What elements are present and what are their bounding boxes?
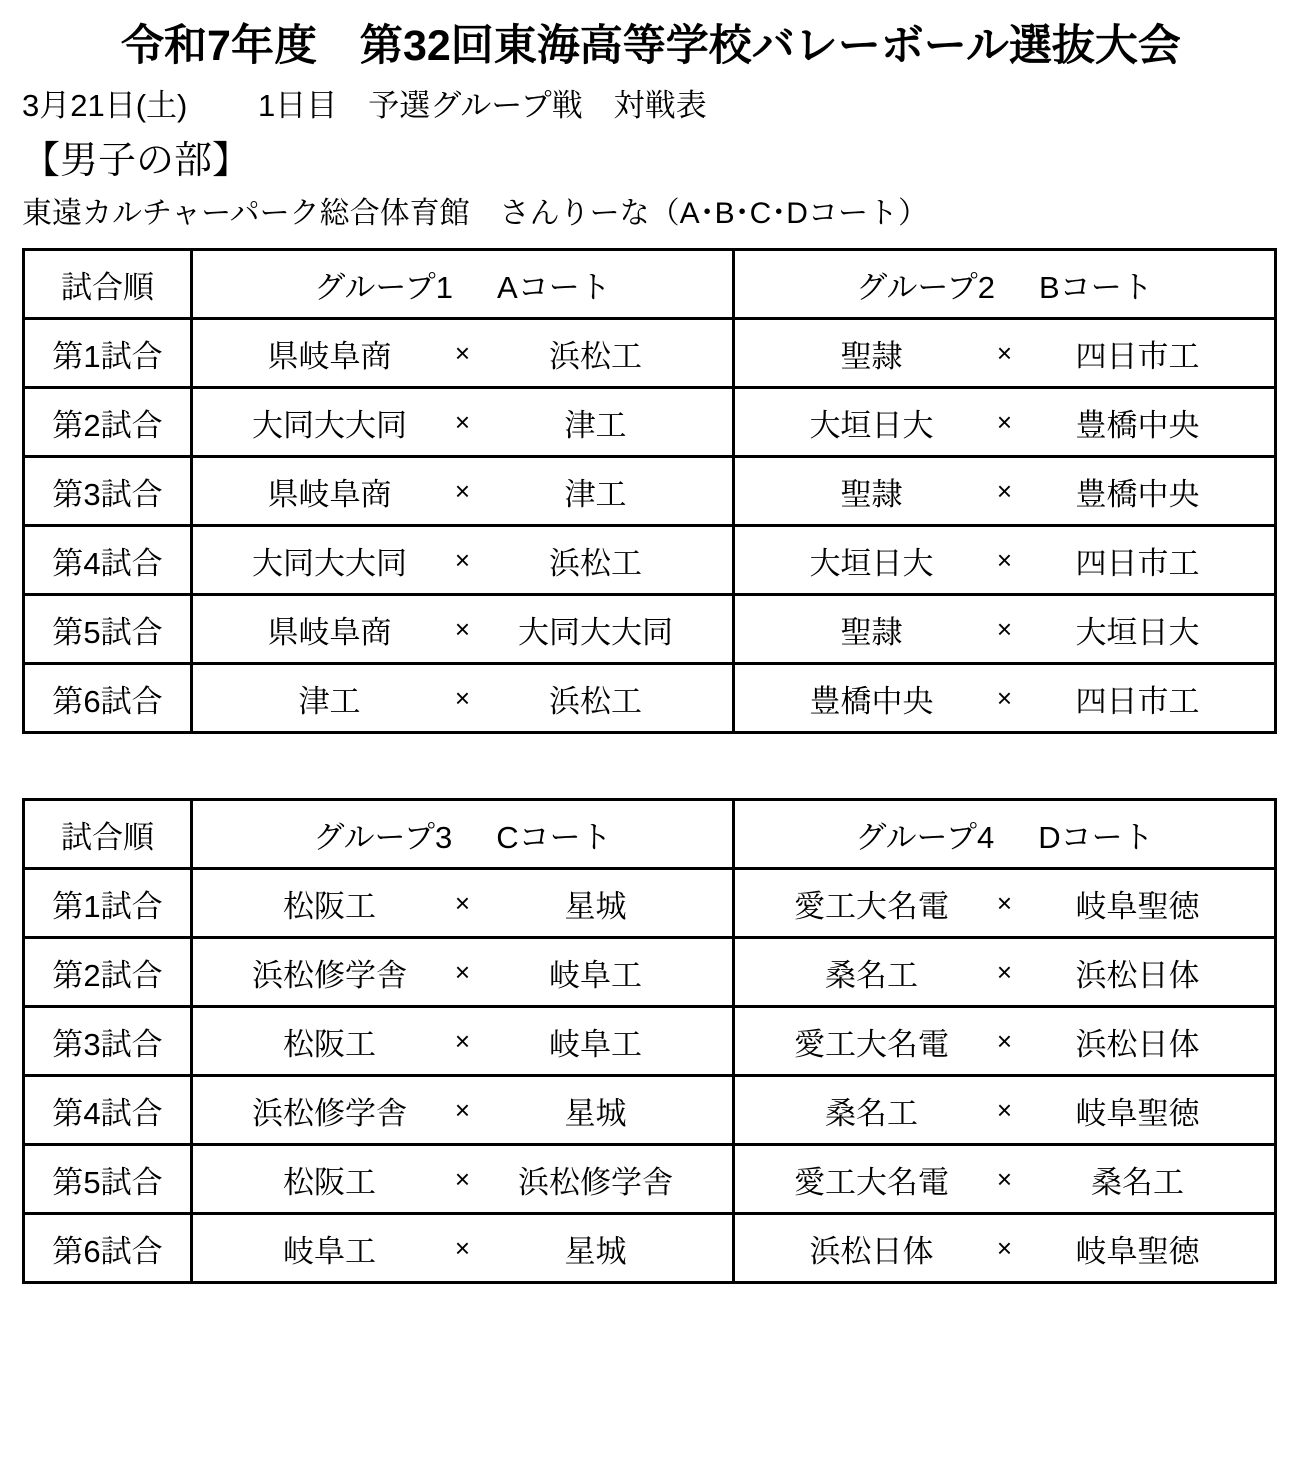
table-row bbox=[24, 1214, 1276, 1283]
match-cell-group-1 bbox=[192, 319, 734, 388]
team-home: 桑名工 bbox=[825, 957, 918, 993]
match-cell-group-1 bbox=[192, 526, 734, 595]
vs-symbol: × bbox=[996, 1232, 1013, 1263]
vs-symbol: × bbox=[996, 544, 1013, 575]
table-row bbox=[24, 664, 1276, 733]
team-home: 桑名工 bbox=[825, 1095, 918, 1131]
team-away: 四日市工 bbox=[1075, 683, 1200, 719]
team-home: 県岐阜商 bbox=[267, 338, 392, 374]
team-away: 岐阜工 bbox=[549, 1026, 642, 1062]
team-away: 岐阜聖徳 bbox=[1075, 1233, 1200, 1269]
match-cell-group-2 bbox=[734, 457, 1276, 526]
team-away: 岐阜聖徳 bbox=[1075, 1095, 1200, 1131]
event-description: 1日目 予選グループ戦 対戦表 bbox=[258, 88, 707, 124]
match-cell-group-1 bbox=[192, 664, 734, 733]
match-cell-group-3 bbox=[192, 1076, 734, 1145]
team-away: 浜松日体 bbox=[1075, 1026, 1200, 1062]
team-away: 四日市工 bbox=[1075, 545, 1200, 581]
team-home: 岐阜工 bbox=[283, 1233, 376, 1269]
team-home: 津工 bbox=[298, 683, 361, 719]
match-cell-group-2 bbox=[734, 319, 1276, 388]
vs-symbol: × bbox=[454, 1094, 471, 1125]
match-cell-group-2 bbox=[734, 595, 1276, 664]
table-spacer bbox=[22, 734, 1280, 782]
team-home: 豊橋中央 bbox=[809, 683, 934, 719]
vs-symbol: × bbox=[454, 544, 471, 575]
vs-symbol: × bbox=[454, 1232, 471, 1263]
team-home: 浜松日体 bbox=[809, 1233, 934, 1269]
team-home: 聖隷 bbox=[840, 338, 903, 374]
vs-symbol: × bbox=[996, 1025, 1013, 1056]
team-home: 愛工大名電 bbox=[794, 888, 949, 924]
vs-symbol: × bbox=[454, 337, 471, 368]
header-group-1 bbox=[192, 250, 734, 319]
match-cell-group-4 bbox=[734, 1007, 1276, 1076]
subtitle-row bbox=[22, 87, 1280, 124]
section-title: 【男子の部】 bbox=[22, 139, 251, 182]
table-row bbox=[24, 319, 1276, 388]
vs-symbol: × bbox=[454, 1025, 471, 1056]
vs-symbol: × bbox=[996, 475, 1013, 506]
vs-symbol: × bbox=[996, 613, 1013, 644]
team-away: 浜松日体 bbox=[1075, 957, 1200, 993]
team-away: 岐阜聖徳 bbox=[1075, 888, 1200, 924]
match-order: 第5試合 bbox=[24, 1145, 192, 1214]
match-cell-group-4 bbox=[734, 1076, 1276, 1145]
table-row bbox=[24, 457, 1276, 526]
team-away: 津工 bbox=[564, 407, 627, 443]
header-group-2 bbox=[734, 250, 1276, 319]
team-home: 浜松修学舎 bbox=[252, 957, 407, 993]
header-order: 試合順 bbox=[24, 250, 192, 319]
header-group-3 bbox=[192, 800, 734, 869]
header-order: 試合順 bbox=[24, 800, 192, 869]
match-cell-group-3 bbox=[192, 1214, 734, 1283]
page-title: 令和7年度 第32回東海高等学校バレーボール選抜大会 bbox=[121, 22, 1181, 70]
match-cell-group-2 bbox=[734, 388, 1276, 457]
court-name: Bコート bbox=[1039, 269, 1153, 305]
table-row bbox=[24, 938, 1276, 1007]
team-home: 愛工大名電 bbox=[794, 1164, 949, 1200]
match-order: 第3試合 bbox=[24, 1007, 192, 1076]
match-order: 第4試合 bbox=[24, 1076, 192, 1145]
match-cell-group-1 bbox=[192, 388, 734, 457]
document-page bbox=[0, 22, 1302, 1461]
team-away: 豊橋中央 bbox=[1075, 476, 1200, 512]
court-name: Aコート bbox=[497, 269, 611, 305]
team-home: 県岐阜商 bbox=[267, 476, 392, 512]
match-table-groups-1-2 bbox=[22, 248, 1277, 734]
table-row bbox=[24, 1076, 1276, 1145]
team-home: 松阪工 bbox=[283, 888, 376, 924]
match-cell-group-3 bbox=[192, 869, 734, 938]
match-cell-group-4 bbox=[734, 869, 1276, 938]
team-home: 聖隷 bbox=[840, 614, 903, 650]
table-row bbox=[24, 388, 1276, 457]
table-header-row bbox=[24, 800, 1276, 869]
team-home: 松阪工 bbox=[283, 1026, 376, 1062]
vs-symbol: × bbox=[996, 956, 1013, 987]
match-cell-group-1 bbox=[192, 457, 734, 526]
vs-symbol: × bbox=[454, 887, 471, 918]
header-group-4 bbox=[734, 800, 1276, 869]
match-order: 第6試合 bbox=[24, 664, 192, 733]
court-name: Cコート bbox=[496, 819, 612, 855]
team-away: 星城 bbox=[564, 1095, 627, 1131]
event-date: 3月21日(土) bbox=[22, 88, 188, 124]
venue-text: 東遠カルチャーパーク総合体育館 さんりーな（A･B･C･Dコート） bbox=[22, 197, 928, 231]
team-away: 岐阜工 bbox=[549, 957, 642, 993]
vs-symbol: × bbox=[996, 887, 1013, 918]
match-order: 第4試合 bbox=[24, 526, 192, 595]
vs-symbol: × bbox=[996, 1094, 1013, 1125]
team-home: 大同大大同 bbox=[252, 545, 407, 581]
team-away: 星城 bbox=[564, 888, 627, 924]
vs-symbol: × bbox=[454, 475, 471, 506]
group-name: グループ4 bbox=[855, 819, 995, 855]
vs-symbol: × bbox=[454, 956, 471, 987]
match-cell-group-3 bbox=[192, 1007, 734, 1076]
team-away: 四日市工 bbox=[1075, 338, 1200, 374]
table-row bbox=[24, 1145, 1276, 1214]
team-away: 星城 bbox=[564, 1233, 627, 1269]
group-name: グループ2 bbox=[856, 269, 996, 305]
team-home: 聖隷 bbox=[840, 476, 903, 512]
match-order: 第2試合 bbox=[24, 938, 192, 1007]
team-away: 桑名工 bbox=[1091, 1164, 1184, 1200]
match-order: 第3試合 bbox=[24, 457, 192, 526]
team-away: 浜松工 bbox=[549, 338, 642, 374]
table-row bbox=[24, 526, 1276, 595]
team-away: 浜松工 bbox=[549, 683, 642, 719]
team-away: 豊橋中央 bbox=[1075, 407, 1200, 443]
match-cell-group-4 bbox=[734, 938, 1276, 1007]
vs-symbol: × bbox=[996, 337, 1013, 368]
match-cell-group-3 bbox=[192, 1145, 734, 1214]
vs-symbol: × bbox=[996, 406, 1013, 437]
team-home: 大同大大同 bbox=[252, 407, 407, 443]
match-order: 第6試合 bbox=[24, 1214, 192, 1283]
match-cell-group-4 bbox=[734, 1145, 1276, 1214]
match-cell-group-4 bbox=[734, 1214, 1276, 1283]
match-cell-group-2 bbox=[734, 664, 1276, 733]
group-name: グループ1 bbox=[314, 269, 454, 305]
team-home: 松阪工 bbox=[283, 1164, 376, 1200]
match-order: 第1試合 bbox=[24, 319, 192, 388]
vs-symbol: × bbox=[996, 682, 1013, 713]
table-row bbox=[24, 595, 1276, 664]
match-order: 第5試合 bbox=[24, 595, 192, 664]
match-cell-group-3 bbox=[192, 938, 734, 1007]
table-row bbox=[24, 869, 1276, 938]
match-cell-group-1 bbox=[192, 595, 734, 664]
group-name: グループ3 bbox=[313, 819, 453, 855]
team-home: 県岐阜商 bbox=[267, 614, 392, 650]
team-away: 浜松工 bbox=[549, 545, 642, 581]
match-table-groups-3-4 bbox=[22, 798, 1277, 1284]
team-away: 大同大大同 bbox=[518, 614, 673, 650]
table-header-row bbox=[24, 250, 1276, 319]
vs-symbol: × bbox=[996, 1163, 1013, 1194]
team-home: 大垣日大 bbox=[809, 545, 934, 581]
team-away: 津工 bbox=[564, 476, 627, 512]
court-name: Dコート bbox=[1038, 819, 1154, 855]
team-home: 大垣日大 bbox=[809, 407, 934, 443]
team-home: 愛工大名電 bbox=[794, 1026, 949, 1062]
vs-symbol: × bbox=[454, 682, 471, 713]
team-away: 大垣日大 bbox=[1075, 614, 1200, 650]
match-cell-group-2 bbox=[734, 526, 1276, 595]
vs-symbol: × bbox=[454, 1163, 471, 1194]
team-home: 浜松修学舎 bbox=[252, 1095, 407, 1131]
match-order: 第2試合 bbox=[24, 388, 192, 457]
vs-symbol: × bbox=[454, 406, 471, 437]
team-away: 浜松修学舎 bbox=[518, 1164, 673, 1200]
table-row bbox=[24, 1007, 1276, 1076]
match-order: 第1試合 bbox=[24, 869, 192, 938]
vs-symbol: × bbox=[454, 613, 471, 644]
